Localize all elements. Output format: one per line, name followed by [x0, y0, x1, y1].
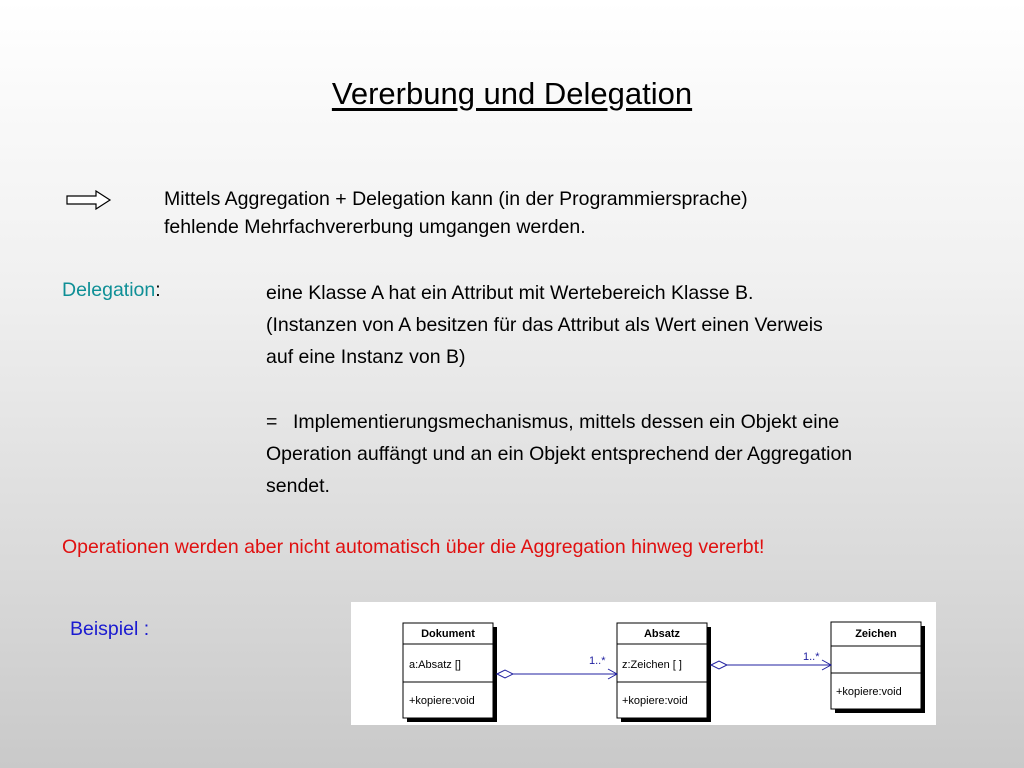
- right-arrow-icon: [66, 190, 112, 210]
- uml-attribute: a:Absatz []: [409, 659, 461, 671]
- uml-class-diagram: [351, 602, 936, 725]
- mechanism-line-3: sendet.: [266, 475, 330, 497]
- example-label: Beispiel :: [70, 618, 150, 640]
- uml-class-zeichen: [831, 622, 925, 713]
- intro-text: [164, 185, 748, 241]
- uml-class-absatz: [617, 623, 711, 722]
- delegation-term: [62, 279, 161, 302]
- warning-text: Operationen werden aber nicht automatisch über die Aggregation hinweg vererbt!: [62, 536, 765, 558]
- uml-operation: +kopiere:void: [409, 695, 475, 707]
- delegation-term-word: Delegation: [62, 279, 156, 301]
- uml-class-name: Dokument: [421, 628, 475, 640]
- uml-aggregation-dokument-absatz: [497, 655, 617, 679]
- definition-line-2: (Instanzen von A besitzen für das Attribut als Wert einen Verweis: [266, 314, 823, 336]
- uml-multiplicity: 1..*: [803, 651, 820, 663]
- uml-class-name: Absatz: [643, 628, 681, 640]
- uml-multiplicity: 1..*: [589, 655, 606, 667]
- definition-line-1: eine Klasse A hat ein Attribut mit Wertebereich Klasse B.: [266, 282, 754, 304]
- intro-line-1: Mittels Aggregation + Delegation kann (in der Programmiersprache): [164, 188, 748, 210]
- mechanism-line-1: Implementierungsmechanismus, mittels dessen ein Objekt eine: [293, 411, 840, 433]
- intro-line-2: fehlende Mehrfachvererbung umgangen werden.: [164, 216, 586, 238]
- slide-title: Vererbung und Delegation: [331, 76, 693, 111]
- uml-operation: +kopiere:void: [836, 686, 902, 698]
- uml-aggregation-absatz-zeichen: [711, 651, 831, 670]
- uml-operation: +kopiere:void: [622, 695, 688, 707]
- uml-class-dokument: [403, 623, 497, 722]
- delegation-definition: [266, 277, 823, 373]
- delegation-mechanism: [266, 406, 966, 502]
- uml-class-name: Zeichen: [855, 628, 897, 640]
- equals-sign: =: [266, 411, 278, 433]
- mechanism-line-2: Operation auffängt und an ein Objekt entsprechend der Aggregation: [266, 443, 853, 465]
- uml-attribute: z:Zeichen [ ]: [622, 659, 682, 671]
- definition-line-3: auf eine Instanz von B): [266, 346, 466, 368]
- delegation-colon: :: [155, 279, 161, 301]
